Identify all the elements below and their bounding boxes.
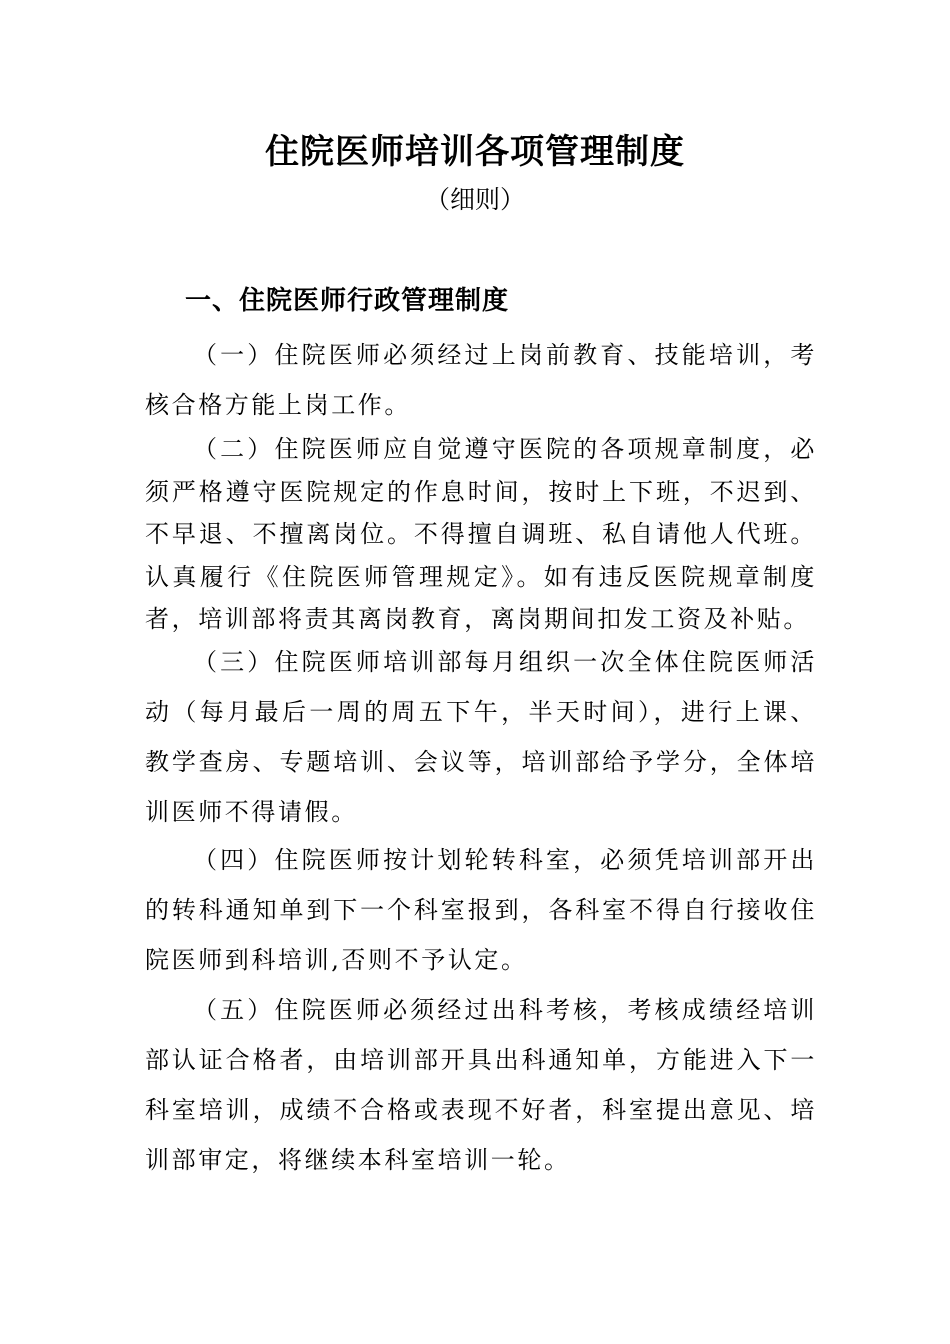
paragraph-2: （二）住院医师应自觉遵守医院的各项规章制度，必须严格遵守医院规定的作息时间，按时上下班，不迟到、不早退、不擅离岗位。不得擅自调班、私自请他人代班。认真履行《住院医师管理规定》。如有违反医院规章制度者，培训部将责其离岗教育，离岗期间扣发工资及补贴。	[145, 435, 817, 633]
paragraph-3: （三）住院医师培训部每月组织一次全体住院医师活动（每月最后一周的周五下午，半天时间），进行上课、教学查房、专题培训、会议等，培训部给予学分，全体培训医师不得请假。	[145, 648, 817, 826]
document-subtitle: （细则）	[424, 185, 525, 214]
section-heading: 一、住院医师行政管理制度	[185, 286, 510, 316]
paragraph-1: （一）住院医师必须经过上岗前教育、技能培训，考核合格方能上岗工作。	[145, 341, 817, 419]
paragraph-4: （四）住院医师按计划轮转科室，必须凭培训部开出的转科通知单到下一个科室报到，各科室不得自行接收住院医师到科培训,否则不予认定。	[145, 846, 817, 974]
document-title: 住院医师培训各项管理制度	[265, 132, 685, 172]
paragraph-5: （五）住院医师必须经过出科考核，考核成绩经培训部认证合格者，由培训部开具出科通知单，方能进入下一科室培训，成绩不合格或表现不好者，科室提出意见、培训部审定，将继续本科室培训一轮。	[145, 996, 817, 1174]
